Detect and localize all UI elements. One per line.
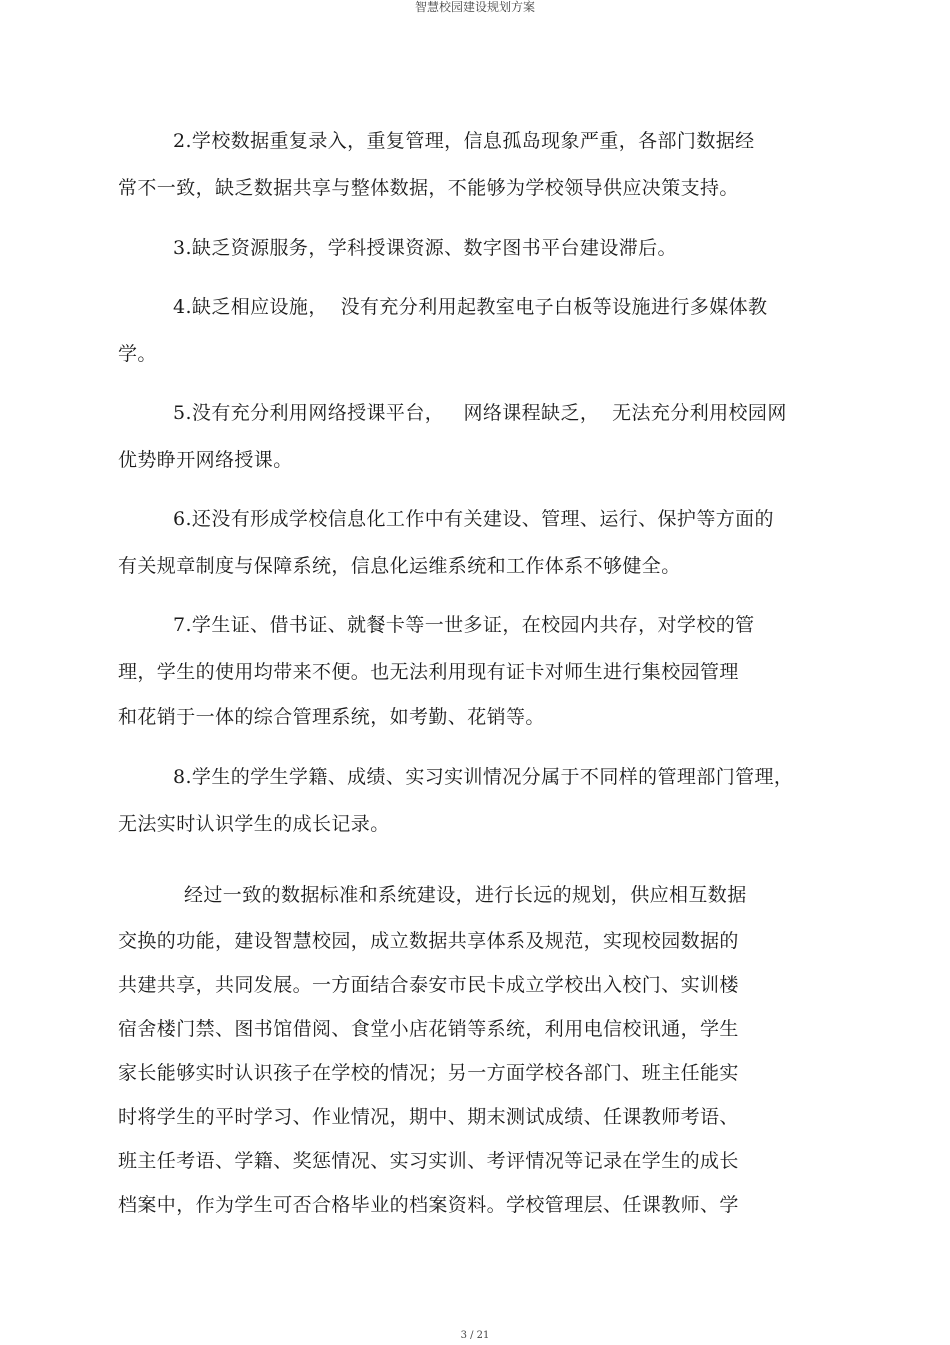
text-line: 4.缺乏相应设施， 没有充分利用起教室电子白板等设施进行多媒体教: [173, 296, 768, 318]
text-line: 交换的功能，建设智慧校园，成立数据共享体系及规范，实现校园数据的: [118, 930, 739, 952]
text-line: 无法实时认识学生的成长记录。: [118, 813, 390, 835]
text-line: 有关规章制度与保障系统，信息化运维系统和工作体系不够健全。: [118, 555, 681, 577]
text-line: 3.缺乏资源服务，学科授课资源、数字图书平台建设滞后。: [173, 237, 677, 259]
text-line: 理，学生的使用均带来不便。也无法利用现有证卡对师生进行集校园管理: [118, 661, 739, 683]
text-line: 家长能够实时认识孩子在学校的情况；另一方面学校各部门、班主任能实: [118, 1062, 739, 1084]
text-line: 共建共享，共同发展。一方面结合泰安市民卡成立学校出入校门、实训楼: [118, 974, 739, 996]
text-line: 学。: [118, 343, 157, 365]
text-line: 常不一致，缺乏数据共享与整体数据，不能够为学校领导供应决策支持。: [118, 177, 739, 199]
text-line: 时将学生的平时学习、作业情况，期中、期末测试成绩、任课教师考语、: [118, 1106, 739, 1128]
text-line: 8.学生的学生学籍、成绩、实习实训情况分属于不同样的管理部门管理，: [173, 766, 794, 788]
text-line: 和花销于一体的综合管理系统，如考勤、花销等。: [118, 706, 545, 728]
text-line: 5.没有充分利用网络授课平台， 网络课程缺乏， 无法充分利用校园网: [173, 402, 787, 424]
page-number: 3 / 21: [460, 1330, 490, 1341]
page-header: 智慧校园建设规划方案: [414, 0, 535, 14]
text-line: 宿舍楼门禁、图书馆借阅、食堂小店花销等系统，利用电信校讯通，学生: [118, 1018, 739, 1040]
text-line: 7.学生证、借书证、就餐卡等一世多证，在校园内共存，对学校的管: [173, 614, 755, 636]
text-line: 6.还没有形成学校信息化工作中有关建设、管理、运行、保护等方面的: [173, 508, 774, 530]
text-line: 班主任考语、学籍、奖惩情况、实习实训、考评情况等记录在学生的成长: [118, 1150, 739, 1172]
text-line: 优势睁开网络授课。: [118, 449, 293, 471]
text-line: 档案中，作为学生可否合格毕业的档案资料。学校管理层、任课教师、学: [118, 1194, 739, 1216]
text-line: 经过一致的数据标准和系统建设，进行长远的规划，供应相互数据: [184, 884, 747, 906]
text-line: 2.学校数据重复录入，重复管理，信息孤岛现象严重，各部门数据经: [173, 130, 755, 152]
